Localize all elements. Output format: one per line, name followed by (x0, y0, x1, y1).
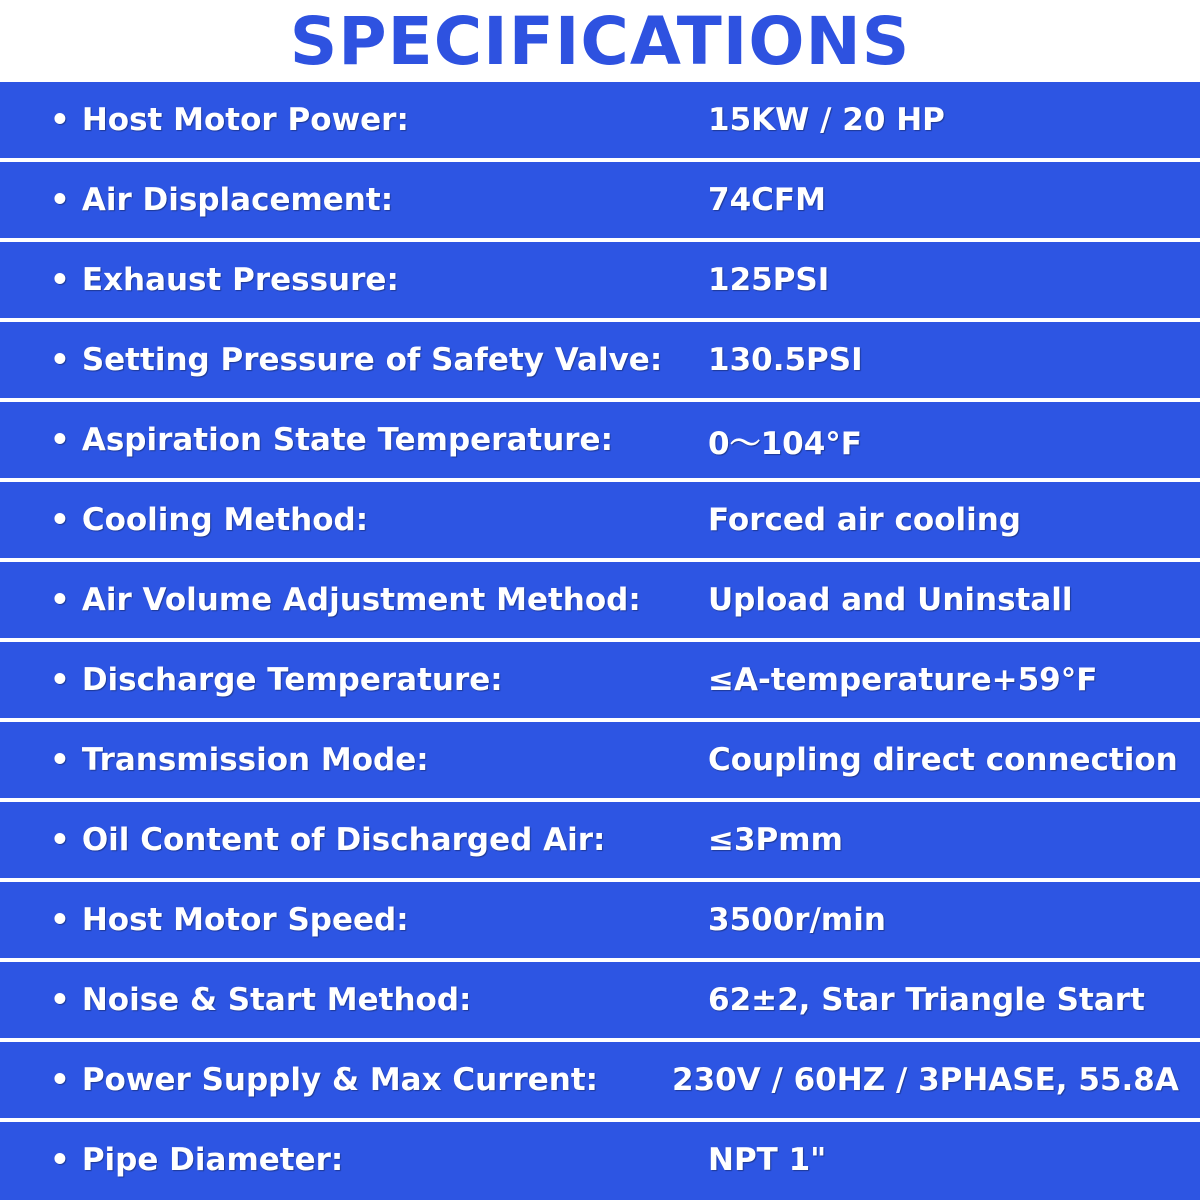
spec-value: 62±2, Star Triangle Start (708, 982, 1145, 1018)
bullet-icon: • (50, 1062, 70, 1098)
bullet-icon: • (50, 982, 70, 1018)
spec-value: 0～104°F (708, 425, 862, 462)
spec-label (50, 962, 471, 1038)
spec-row-oil-content (0, 802, 1200, 878)
spec-row-aspiration-temperature (0, 402, 1200, 478)
spec-label-text: Air Volume Adjustment Method: (81, 582, 641, 618)
spec-label (50, 562, 641, 638)
spec-row-air-volume-adjustment (0, 562, 1200, 638)
spec-label (50, 642, 503, 718)
page-title: SPECIFICATIONS (289, 2, 911, 80)
bullet-icon: • (50, 342, 70, 378)
spec-value: 125PSI (708, 262, 830, 298)
bullet-icon: • (50, 502, 70, 538)
spec-row-power-supply (0, 1042, 1200, 1118)
spec-label (50, 242, 399, 318)
bullet-icon: • (50, 902, 70, 938)
bullet-icon: • (50, 742, 70, 778)
bullet-icon: • (50, 822, 70, 858)
spec-value: 15KW / 20 HP (708, 102, 945, 138)
spec-label-text: Discharge Temperature: (81, 662, 503, 698)
spec-row-host-motor-speed (0, 882, 1200, 958)
spec-row-discharge-temperature (0, 642, 1200, 718)
spec-value: ≤A-temperature+59°F (708, 662, 1098, 698)
spec-value: Upload and Uninstall (708, 582, 1073, 618)
spec-label (50, 322, 662, 398)
spec-value: 130.5PSI (708, 342, 863, 378)
spec-label-text: Noise & Start Method: (81, 982, 472, 1018)
spec-label (50, 82, 409, 158)
bullet-icon: • (50, 582, 70, 618)
spec-value: 74CFM (708, 182, 826, 218)
spec-value: Forced air cooling (708, 502, 1021, 538)
spec-label-text: Setting Pressure of Safety Valve: (81, 342, 663, 378)
spec-value: Coupling direct connection (708, 742, 1178, 778)
spec-value: NPT 1" (708, 1142, 827, 1178)
spec-row-noise-start-method (0, 962, 1200, 1038)
spec-row-safety-valve-pressure (0, 322, 1200, 398)
spec-label (50, 482, 368, 558)
spec-label-text: Host Motor Speed: (81, 902, 409, 938)
spec-list (0, 82, 1200, 1200)
spec-row-host-motor-power (0, 82, 1200, 158)
bullet-icon: • (50, 182, 70, 218)
spec-row-air-displacement (0, 162, 1200, 238)
spec-label-text: Cooling Method: (81, 502, 369, 538)
spec-row-pipe-diameter (0, 1122, 1200, 1200)
spec-row-transmission-mode (0, 722, 1200, 798)
spec-value: 3500r/min (708, 902, 886, 938)
spec-label-text: Power Supply & Max Current: (81, 1062, 599, 1098)
spec-row-cooling-method (0, 482, 1200, 558)
spec-label (50, 1122, 343, 1198)
spec-label (50, 802, 605, 878)
bullet-icon: • (50, 422, 70, 458)
spec-label (50, 402, 613, 478)
bullet-icon: • (50, 662, 70, 698)
spec-label-text: Oil Content of Discharged Air: (81, 822, 606, 858)
spec-value: ≤3Pmm (708, 822, 843, 858)
spec-label (50, 882, 409, 958)
spec-label-text: Pipe Diameter: (81, 1142, 344, 1178)
spec-label-text: Host Motor Power: (81, 102, 409, 138)
spec-label (50, 162, 393, 238)
spec-label-text: Exhaust Pressure: (81, 262, 399, 298)
spec-label-text: Air Displacement: (81, 182, 394, 218)
bullet-icon: • (50, 102, 70, 138)
spec-label (50, 722, 429, 798)
bullet-icon: • (50, 1142, 70, 1178)
spec-label-text: Aspiration State Temperature: (81, 422, 613, 458)
spec-label-text: Transmission Mode: (81, 742, 429, 778)
bullet-icon: • (50, 262, 70, 298)
spec-value: 230V / 60HZ / 3PHASE, 55.8A (672, 1062, 1179, 1098)
spec-label (50, 1042, 598, 1118)
spec-row-exhaust-pressure (0, 242, 1200, 318)
